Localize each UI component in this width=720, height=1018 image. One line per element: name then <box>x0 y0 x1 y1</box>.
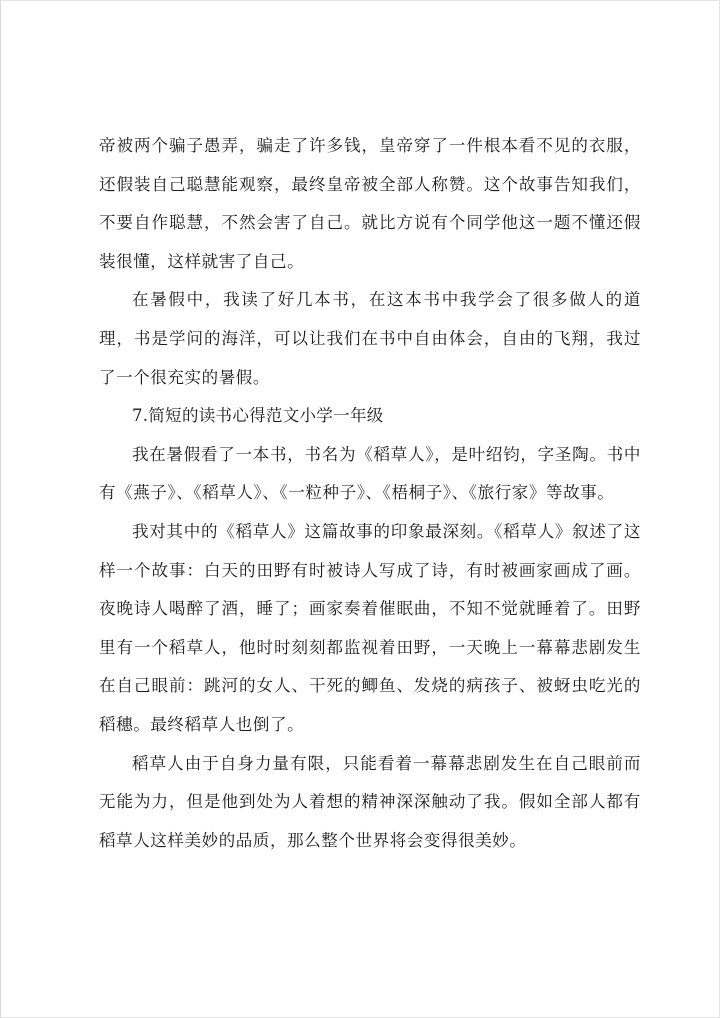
paragraph-reflection: 稻草人由于自身力量有限，只能看着一幕幕悲剧发生在自己眼前而无能为力，但是他到处为人着想的精神深深触动了我。假如全部人都有稻草人这样美妙的品质，那么整个世界将会变得很美妙。 <box>99 753 641 850</box>
document-body <box>99 127 641 860</box>
paragraph-summer-reading: 在暑假中，我读了好几本书，在这本书中我学会了很多做人的道理，书是学问的海洋，可以让我们在书中自由体会，自由的飞翔，我过了一个很充实的暑假。 <box>99 290 641 387</box>
paragraph-book-intro: 我在暑假看了一本书，书名为《稻草人》，是叶绍钧，字圣陶。书中有《燕子》、《稻草人》、《一粒种子》、《梧桐子》、《旅行家》等故事。 <box>99 444 641 503</box>
paragraph-emperor-story-continued: 帝被两个骗子愚弄，骗走了许多钱，皇帝穿了一件根本看不见的衣服，还假装自己聪慧能观察，最终皇帝被全部人称赞。这个故事告知我们，不要自作聪慧，不然会害了自己。就比方说有个同学他这一题不懂还假装很懂，这样就害了自己。 <box>99 136 641 271</box>
section-heading: 7.简短的读书心得范文小学一年级 <box>132 406 384 426</box>
paragraph-scarecrow-story: 我对其中的《稻草人》这篇故事的印象最深刻。《稻草人》叙述了这样一个故事：白天的田野有时被诗人写成了诗，有时被画家画成了画。夜晚诗人喝醉了酒，睡了；画家奏着催眠曲，不知不觉就睡着了。田野里有一个稻草人，他时时刻刻都监视着田野，一天晚上一幕幕悲剧发生在自己眼前：跳河的女人、干死的鲫鱼、发烧的病孩子、被蚜虫吃光的稻穗。最终稻草人也倒了。 <box>99 521 641 734</box>
